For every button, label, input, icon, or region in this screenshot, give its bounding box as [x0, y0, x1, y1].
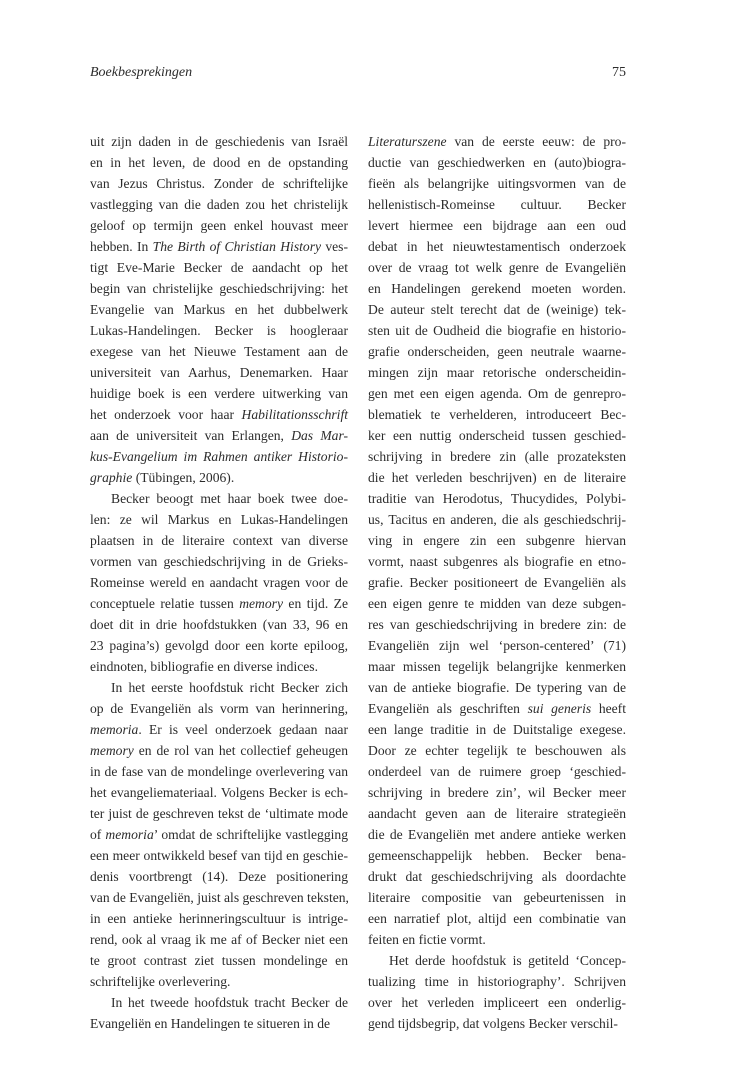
right-column-line: feiten en fictie vormt. — [368, 932, 486, 947]
right-column-line: aandacht geven aan de literaire strategieën — [368, 806, 626, 821]
left-column-line: in een antieke herinneringscultuur is intrige- — [90, 911, 348, 926]
right-column-line: Evangeliën zijn wel ‘person-centered’ (71) — [368, 638, 626, 653]
right-column-line: grafie onderscheiden, geen neutrale waarne- — [368, 344, 626, 359]
left-column-line: in de fase van de mondelinge overlevering van — [90, 764, 348, 779]
left-column-line: Evangeliën en Handelingen te situeren in de — [90, 1016, 331, 1031]
right-column-line: Het derde hoofdstuk is getiteld ‘Concep- — [389, 953, 626, 968]
right-column-line: een narratief plot, altijd een combinatie van — [368, 911, 626, 926]
right-column-line: us, Tacitus en anderen, die als geschiedschrij- — [368, 512, 626, 527]
left-column-line: te groot contrast ziet tussen mondelinge en — [90, 953, 348, 968]
right-column-line: ker een nuttig onderscheid tussen geschied- — [368, 428, 626, 443]
right-column-line: ving in engere zin een subgenre hiervan — [368, 533, 626, 548]
left-column-line: hebben. In The Birth of Christian History ves- — [90, 239, 348, 254]
right-column-line: schrijving in bredere zin (alle prozateksten — [368, 449, 626, 464]
left-column-line: len: ze wil Markus en Lukas-Handelingen — [90, 512, 348, 527]
left-column-line: kus-Evangelium im Rahmen antiker Historio- — [90, 449, 348, 464]
right-column-line: een lange traditie in de Duitstalige exegese. — [368, 722, 626, 737]
right-column-line: die het verleden beschrijven) en de literaire — [368, 470, 626, 485]
right-column-line: literaire compositie van gebeurtenissen in — [368, 890, 626, 905]
right-column-line: over het verleden impliceert een onderlig- — [368, 995, 626, 1010]
left-column-line: of memoria’ omdat de schriftelijke vastlegging — [90, 827, 348, 842]
right-column — [368, 131, 626, 1034]
left-column-line: denis voortbrengt (14). Deze positionering — [90, 869, 348, 884]
right-column-line: gemeenschappelijk hebben. Becker bena- — [368, 848, 626, 863]
right-column-line: debat in het nieuwtestamentisch onderzoek — [368, 239, 626, 254]
right-column-line: grafie. Becker positioneert de Evangeliën als — [368, 575, 626, 590]
right-column-line: Door ze echter tegelijk te beschouwen als — [368, 743, 626, 758]
right-column-line: fieën als belangrijke uitingsvormen van de — [368, 176, 626, 191]
right-column-line: Evangeliën als geschriften sui generis heeft — [368, 701, 626, 716]
left-column-line: een meer ontwikkeld besef van tijd en geschie- — [90, 848, 348, 863]
left-column-line: van Jezus Christus. Zonder de schriftelijke — [90, 176, 348, 191]
left-column-line: graphie (Tübingen, 2006). — [90, 470, 235, 485]
left-column-line: vormen van geschiedschrijving in de Grieks- — [90, 554, 348, 569]
right-column-line: gen met een eigen agenda. Om de genrepro- — [368, 386, 626, 401]
left-column-line: eindnoten, bibliografie en diverse indices. — [90, 659, 319, 674]
left-column-line: uit zijn daden in de geschiedenis van Israël — [90, 134, 348, 149]
right-column-line: levert hiermee een bijdrage aan een oud — [368, 218, 626, 233]
left-column-line: Romeinse wereld en aandacht vragen voor de — [90, 575, 348, 590]
left-column-line: plaatsen in de literaire context van diverse — [90, 533, 348, 548]
running-title: Boekbesprekingen — [90, 65, 193, 80]
right-column-line: sten uit de Oudheid die biografie en historio- — [368, 323, 626, 338]
left-column-line: aan de universiteit van Erlangen, Das Mar- — [90, 428, 349, 443]
left-column-line: Lukas-Handelingen. Becker is hoogleraar — [90, 323, 348, 338]
right-column-line: die de Evangeliën met andere antieke werken — [368, 827, 626, 842]
left-column-line: ter juist de geschreven tekst de ‘ultimate mode — [90, 806, 348, 821]
right-column-line: res van geschiedschrijving in bredere zin: de — [368, 617, 626, 632]
left-column-line: tigt Eve-Marie Becker de aandacht op het — [90, 260, 348, 275]
right-column-line: De auteur stelt terecht dat de (weinige) tek- — [368, 302, 626, 317]
left-column-line: van de Evangeliën, juist als geschreven teksten, — [90, 890, 349, 905]
right-column-line: van de antieke biografie. De typering van de — [368, 680, 626, 695]
left-column-line: op de Evangeliën als vorm van herinnering, — [90, 701, 348, 716]
left-column-line: doet dit in drie hoofdstukken (van 33, 96 en — [90, 617, 348, 632]
left-column-line: het onderzoek voor haar Habilitationsschrift — [90, 407, 348, 422]
left-column-line: en in het leven, de dood en de opstanding — [90, 155, 348, 170]
left-column-line: In het eerste hoofdstuk richt Becker zich — [111, 680, 348, 695]
left-column-line: In het tweede hoofdstuk tracht Becker de — [111, 995, 348, 1010]
right-column-line: traditie van Herodotus, Thucydides, Polybi- — [368, 491, 626, 506]
left-column-line: schriftelijke overlevering. — [90, 974, 231, 989]
left-column-line: begin van christelijke geschiedschrijving: het — [90, 281, 348, 296]
right-column-line: over de vraag tot welk genre de Evangeliën — [368, 260, 626, 275]
right-column-line: hellenistisch-Romeinse cultuur. Becker — [368, 197, 626, 212]
right-column-line: vormt, naast subgenres als biografie en etno- — [368, 554, 626, 569]
right-column-line: schrijving in bredere zin’, wil Becker meer — [368, 785, 626, 800]
left-column-line: huidige boek is een verdere uitwerking van — [90, 386, 348, 401]
left-column-line: memoria. Er is veel onderzoek gedaan naar — [90, 722, 348, 737]
right-column-line: tualizing time in historiography’. Schrijven — [368, 974, 626, 989]
right-column-line: een eigen genre te midden van deze subgen- — [368, 596, 626, 611]
left-column-line: exegese van het Nieuwe Testament aan de — [90, 344, 348, 359]
left-column-line: 23 pagina’s) gevolgd door een korte epiloog, — [90, 638, 348, 653]
right-column-line: ductie van geschiedwerken en (auto)biogra- — [368, 155, 626, 170]
left-column-line: universiteit van Aarhus, Denemarken. Haar — [90, 365, 348, 380]
left-column-line: vastlegging van die daden zou het christelijk — [90, 197, 348, 212]
left-column — [90, 131, 348, 1034]
left-column-line: rend, ook al vraag ik me af of Becker niet een — [90, 932, 348, 947]
left-column-line: Evangelie van Markus en het dubbelwerk — [90, 302, 348, 317]
right-column-line: blematiek te verhelderen, introduceert Bec- — [368, 407, 626, 422]
page-number: 75 — [612, 65, 626, 80]
right-column-line: gend tijdsbegrip, dat volgens Becker verschil- — [368, 1016, 618, 1031]
left-column-line: geloof op termijn geen enkel houvast meer — [90, 218, 348, 233]
right-column-line: en Handelingen gerekend moeten worden. — [368, 281, 626, 296]
right-column-line: maar missen tegelijk belangrijke kenmerken — [368, 659, 626, 674]
left-column-line: Becker beoogt met haar boek twee doe- — [111, 491, 348, 506]
right-column-line: Literaturszene van de eerste eeuw: de pro- — [368, 134, 626, 149]
running-head — [90, 64, 626, 82]
right-column-line: drukt dat geschiedschrijving als doordachte — [368, 869, 626, 884]
left-column-line: het evangeliemateriaal. Volgens Becker is ech- — [90, 785, 348, 800]
right-column-line: onderdeel van de ruimere groep ‘geschied- — [368, 764, 626, 779]
right-column-line: mingen zijn maar retorische onderscheidin- — [368, 365, 626, 380]
left-column-line: conceptuele relatie tussen memory en tijd. Ze — [90, 596, 349, 611]
left-column-line: memory en de rol van het collectief geheugen — [90, 743, 348, 758]
